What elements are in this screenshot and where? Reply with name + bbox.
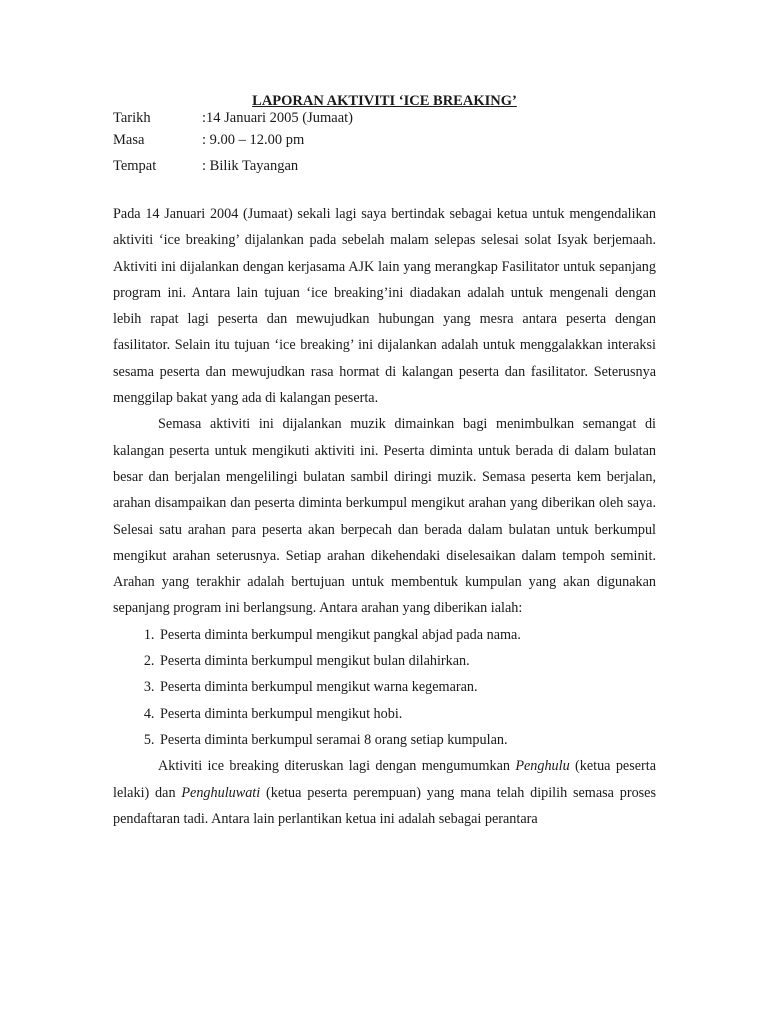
- meta-label-time: Masa: [113, 132, 145, 148]
- meta-row-place: [113, 153, 656, 179]
- spacer: [113, 179, 656, 201]
- paragraph-leaders: [113, 753, 656, 832]
- meta-value-place: : Bilik Tayangan: [202, 158, 299, 174]
- meta-label-place: Tempat: [113, 158, 157, 174]
- list-item: 3. Peserta diminta berkumpul mengikut warna kegemaran.: [158, 674, 656, 700]
- report-title: LAPORAN AKTIVITI ‘ICE BREAKING’: [252, 93, 517, 109]
- meta-row-date: [113, 109, 656, 127]
- instruction-list: [113, 622, 656, 753]
- document-page: [113, 93, 656, 832]
- paragraph-intro: Pada 14 Januari 2004 (Jumaat) sekali lagi saya bertindak sebagai ketua untuk mengendalikan aktiviti ‘ice breaking’ dijalankan pada sebelah malam selepas selesai solat Isyak berjemaah. Aktiviti ini dijalankan dengan kerjasama AJK lain yang merangkap Fasilitator untuk sepanjang program ini. Antara lain tujuan ‘ice breaking’ini diadakan adalah untuk mengenali dengan lebih rapat lagi peserta dan mewujudkan hubungan yang mesra antara peserta dengan fasilitator. Selain itu tujuan ‘ice breaking’ ini dijalankan adalah untuk menggalakkan interaksi sesama peserta dan mewujudkan rasa hormat di kalangan peserta dan fasilitator. Seterusnya menggilap bakat yang ada di kalangan peserta.: [113, 206, 656, 407]
- list-item: 4. Peserta diminta berkumpul mengikut hobi.: [158, 701, 656, 727]
- text-run: (ketua peserta perempuan) yang mana telah dipilih semasa proses pendaftaran tadi. Antara lain perlantikan ketua ini adalah sebagai perantara: [113, 784, 657, 827]
- meta-row-time: [113, 127, 656, 153]
- list-item: 5. Peserta diminta berkumpul seramai 8 orang setiap kumpulan.: [158, 727, 656, 753]
- term-penghuluwati: Penghuluwati: [181, 784, 261, 801]
- term-penghulu: Penghulu: [515, 758, 570, 775]
- paragraph-activity: Semasa aktiviti ini dijalankan muzik dimainkan bagi menimbulkan semangat di kalangan peserta untuk mengikuti aktiviti ini. Peserta diminta untuk berada di dalam bulatan besar dan berjalan mengelilingi bulatan sambil diringi muzik. Semasa peserta kem berjalan, arahan disampaikan dan peserta diminta berkumpul mengikut arahan yang diberikan oleh saya. Selesai satu arahan para peserta akan berpecah dan berada dalam bulatan untuk berkumpul mengikut arahan seterusnya. Setiap arahan dikehendaki diselesaikan dalam tempoh seminit. Arahan yang terakhir adalah bertujuan untuk membentuk kumpulan yang akan digunakan sepanjang program ini berlangsung. Antara arahan yang diberikan ialah:: [113, 416, 656, 617]
- text-run: (ketua peserta lelaki) dan: [113, 758, 656, 801]
- text-run: Aktiviti ice breaking diteruskan lagi dengan mengumumkan: [158, 758, 516, 775]
- meta-value-date: :14 Januari 2005 (Jumaat): [202, 110, 354, 126]
- list-item: 1. Peserta diminta berkumpul mengikut pangkal abjad pada nama.: [158, 622, 656, 648]
- list-item: 2. Peserta diminta berkumpul mengikut bulan dilahirkan.: [158, 648, 656, 674]
- meta-value-time: : 9.00 – 12.00 pm: [202, 132, 305, 148]
- report-meta: [113, 109, 656, 179]
- meta-label-date: Tarikh: [113, 110, 151, 126]
